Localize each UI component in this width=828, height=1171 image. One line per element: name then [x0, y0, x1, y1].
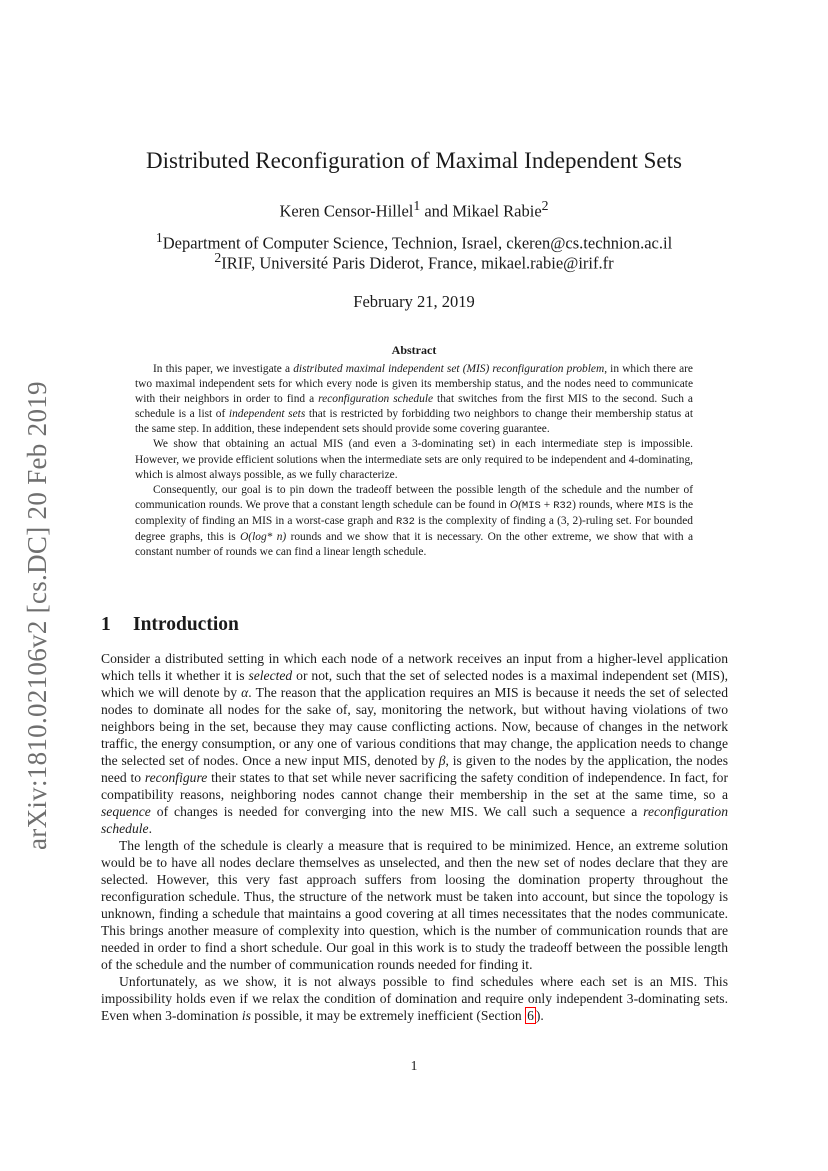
section-number: 1: [101, 614, 111, 635]
body-paragraph: The length of the schedule is clearly a measure that is required to be minimized. Hence, an extreme solution would be to have all nodes declare themselves as unselected, and then the new set of nodes declare that they are selected. However, this very fast approach suffers from loosing the domination property throughout the reconfiguration schedule. Thus, the structure of the network must be taken into account, but since the topology is unknown, finding a schedule that maintains a good covering at all times necessitates that the nodes communicate. This brings another measure of complexity into question, which is the number of communication rounds that are needed in order to find a short schedule. Our goal in this work is to study the tradeoff between the possible length of the schedule and the number of communication rounds needed for finding it.: [101, 838, 728, 972]
abstract-paragraph: In this paper, we investigate a distributed maximal independent set (MIS) reconfiguration problem, in which there are two maximal independent sets for which every node is given its membership status, and the nodes need to communicate with their neighbors in order to find a reconfiguration schedule that switches from the first MIS to the second. Such a schedule is a list of independent sets that is restricted by forbidding two neighbors to change their membership status at the same step. In addition, these independent sets should provide some covering guarantee.: [135, 363, 693, 436]
author-connector: and: [424, 201, 449, 221]
section-title: Introduction: [133, 614, 239, 635]
body-paragraph: Consider a distributed setting in which each node of a network receives an input from a higher-level application which tells it whether it is selected or not, such that the set of selected nodes is a maximal independent set (MIS), which we will denote by α. The reason that the application requires an MIS is because it needs the set of selected nodes to dominate all nodes for the sake of, say, monitoring the network, but without having violations of two neighbors being in the set, because they may cause conflicting actions. Now, because of changes in the network traffic, the energy consumption, or any one of various conditions that may change, the application needs to change the selected set of nodes. Once a new input MIS, denoted by β, is given to the nodes by the application, the nodes need to reconfigure their states to that set while never sacrificing the safety condition of independence. In fact, for compatibility reasons, neighboring nodes cannot change their membership in the set at the same time, so a sequence of changes is needed for converging into the new MIS. We call such a sequence a reconfiguration schedule.: [101, 651, 728, 836]
affiliation-marker: 2: [541, 198, 549, 213]
body-paragraph: Unfortunately, as we show, it is not always possible to find schedules where each set is an MIS. This impossibility holds even if we relax the condition of domination and require only independent 3-dominating sets. Even when 3-domination is possible, it may be extremely inefficient (Section 6 ).: [101, 974, 728, 1023]
arxiv-identifier-stamp: arXiv:1810.02106v2 [cs.DC] 20 Feb 2019: [22, 381, 52, 850]
abstract-body: [135, 362, 693, 560]
introduction-body: [101, 650, 728, 1024]
abstract-paragraph: We show that obtaining an actual MIS (and even a 3-dominating set) in each intermediate step is impossible. However, we provide efficient solutions when the intermediate sets are only required to be independent and 4-dominating, which is almost always possible, as we fully characterize.: [135, 438, 693, 481]
affiliation-marker: 2: [214, 250, 222, 265]
affiliation-text: IRIF, Université Paris Diderot, France, mikael.rabie@irif.fr: [221, 253, 614, 273]
paper-date: February 21, 2019: [353, 292, 475, 311]
author-name: Keren Censor-Hillel: [279, 201, 414, 221]
author-name: Mikael Rabie: [452, 201, 542, 221]
affiliation-text: Department of Computer Science, Technion, Israel, ckeren@cs.technion.ac.il: [162, 233, 673, 253]
abstract-paragraph: Consequently, our goal is to pin down the tradeoff between the possible length of the schedule and the number of communication rounds. We prove that a constant length schedule can be found in O(MIS + R32) rounds, where MIS is the complexity of finding an MIS in a worst-case graph and R32 is the complexity of finding a (3, 2)-ruling set. For bounded degree graphs, this is O(log* n) rounds and we show that it is necessary. On the other extreme, we show that with a constant number of rounds we can find a linear length schedule.: [135, 483, 694, 559]
affiliation-line: [0, 250, 828, 274]
page-number: 1: [410, 1058, 418, 1073]
affiliation-marker: 1: [413, 198, 421, 213]
paper-title: Distributed Reconfiguration of Maximal Independent Sets: [146, 148, 682, 173]
author-line: [0, 198, 828, 222]
affiliation-marker: 1: [155, 230, 163, 245]
abstract-heading: Abstract: [391, 343, 437, 357]
section-heading: [101, 614, 239, 636]
section-reference-link[interactable]: 6: [527, 1008, 534, 1023]
